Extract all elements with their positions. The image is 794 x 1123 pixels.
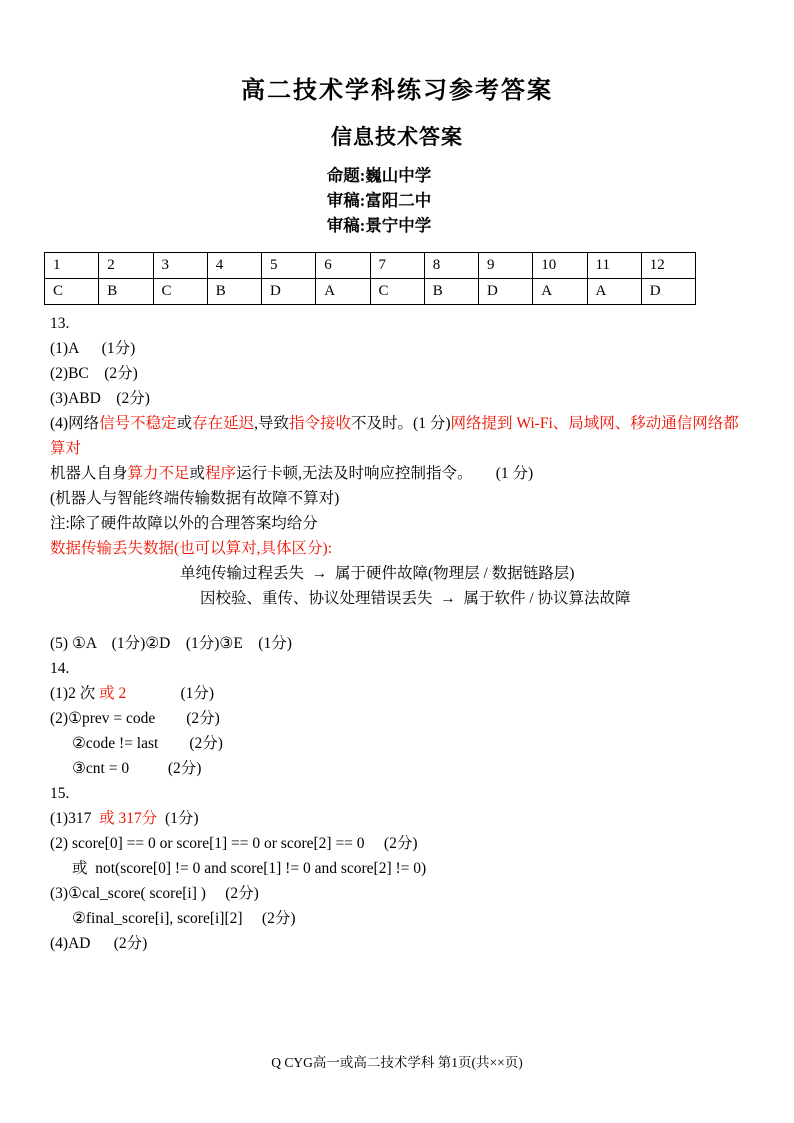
text-segment: 注:除了硬件故障以外的合理答案均给分 [50,515,318,532]
body-line [48,311,746,336]
body-line [48,781,746,806]
text-segment: 指令接收 [289,415,352,432]
body-line [48,756,746,781]
document-body [48,311,746,956]
answer-letter-cell: D [641,279,695,305]
blank-line [48,611,746,631]
text-segment: 机器人自身 [50,465,128,482]
answer-table-header-row [45,253,696,279]
body-line [48,386,746,411]
question-number-cell: 6 [316,253,370,279]
body-line [48,631,746,656]
body-line [48,906,746,931]
answer-letter-cell: A [316,279,370,305]
body-line [48,336,746,361]
text-segment: 或 [176,415,193,432]
text-segment: (2)BC (2分) [50,365,138,382]
answer-letter-cell: A [533,279,587,305]
text-segment: (5) ①A (1分)②D (1分)③E (1分) [50,635,292,652]
question-number-cell: 11 [587,253,641,279]
text-segment: (2) score[0] == 0 or score[1] == 0 or score[2] == 0 (2分) [50,835,418,852]
question-number-cell: 8 [424,253,478,279]
question-number-cell: 10 [533,253,587,279]
text-segment: 运行卡顿,无法及时响应控制指令。 (1 分) [236,465,534,482]
meta-line-proposer: 命题:巍山中学 [326,166,432,185]
text-segment: 因校验、重传、协议处理错误丢失 → 属于软件 / 协议算法故障 [200,590,631,607]
body-line [48,486,746,511]
body-line [48,411,746,461]
text-segment: 15. [50,785,70,802]
meta-line-reviewer-2: 审稿:景宁中学 [326,216,432,235]
text-segment: ③cnt = 0 (2分) [72,760,202,777]
text-segment: 不及时。(1 分) [351,415,451,432]
text-segment: (4)AD (2分) [50,935,148,952]
text-segment: (1分) [126,685,215,702]
body-line [48,511,746,536]
body-line [48,806,746,831]
text-segment: 14. [50,660,70,677]
text-segment: 或 [189,465,206,482]
text-segment: 存在延迟 [192,415,255,432]
answer-letter-cell: A [587,279,641,305]
answer-letter-cell: D [262,279,316,305]
text-segment: ,导致 [254,415,290,432]
text-segment: 数据传输丢失数据(也可以算对,具体区分): [50,540,333,557]
question-number-cell: 2 [99,253,153,279]
question-number-cell: 1 [45,253,99,279]
body-line [48,586,746,611]
text-segment: (1)2 次 [50,685,100,702]
text-segment: 或 2 [99,685,127,702]
text-segment: 13. [50,315,70,332]
question-number-cell: 9 [479,253,533,279]
body-line [48,856,746,881]
text-segment: (2)①prev = code (2分) [50,710,220,727]
body-line [48,881,746,906]
question-number-cell: 4 [207,253,261,279]
body-line [48,561,746,586]
text-segment: 或 317分 [99,810,158,827]
body-line [48,536,746,561]
text-segment: 网络提到 Wi-Fi、局域网、移动通信网络都算对 [50,415,739,457]
text-segment: 单纯传输过程丢失 → 属于硬件故障(物理层 / 数据链路层) [180,565,575,582]
page-footer: Q CYG高一或高二技术学科 第1页(共××页) [271,1055,523,1070]
meta-block [327,163,432,238]
text-segment: (机器人与智能终端传输数据有故障不算对) [50,490,340,507]
body-line [48,361,746,386]
body-line [48,681,746,706]
answer-letter-cell: C [370,279,424,305]
body-line [48,656,746,681]
answer-table-answer-row [45,279,696,305]
body-line [48,731,746,756]
question-number-cell: 7 [370,253,424,279]
text-segment: ②code != last (2分) [72,735,223,752]
answer-table [44,252,696,305]
body-line [48,706,746,731]
page-title: 高二技术学科练习参考答案 [241,78,553,104]
answer-letter-cell: C [153,279,207,305]
question-number-cell: 12 [641,253,695,279]
text-segment: ②final_score[i], score[i][2] (2分) [72,910,296,927]
text-segment: (3)①cal_score( score[i] ) (2分) [50,885,259,902]
body-line [48,931,746,956]
text-segment: 或 not(score[0] != 0 and score[1] != 0 and score[2] != 0) [72,860,427,877]
body-line [48,831,746,856]
question-number-cell: 3 [153,253,207,279]
text-segment: (3)ABD (2分) [50,390,150,407]
answer-letter-cell: B [424,279,478,305]
body-line [48,461,746,486]
question-number-cell: 5 [262,253,316,279]
text-segment: (1分) [157,810,199,827]
text-segment: (4)网络 [50,415,100,432]
answer-letter-cell: D [479,279,533,305]
answer-letter-cell: C [45,279,99,305]
answer-letter-cell: B [207,279,261,305]
text-segment: 信号不稳定 [99,415,177,432]
answer-letter-cell: B [99,279,153,305]
page-subtitle: 信息技术答案 [331,125,463,149]
text-segment: 程序 [205,465,237,482]
text-segment: (1)317 [50,810,100,827]
text-segment: 算力不足 [127,465,190,482]
meta-line-reviewer-1: 审稿:富阳二中 [326,191,432,210]
text-segment: (1)A (1分) [50,340,136,357]
